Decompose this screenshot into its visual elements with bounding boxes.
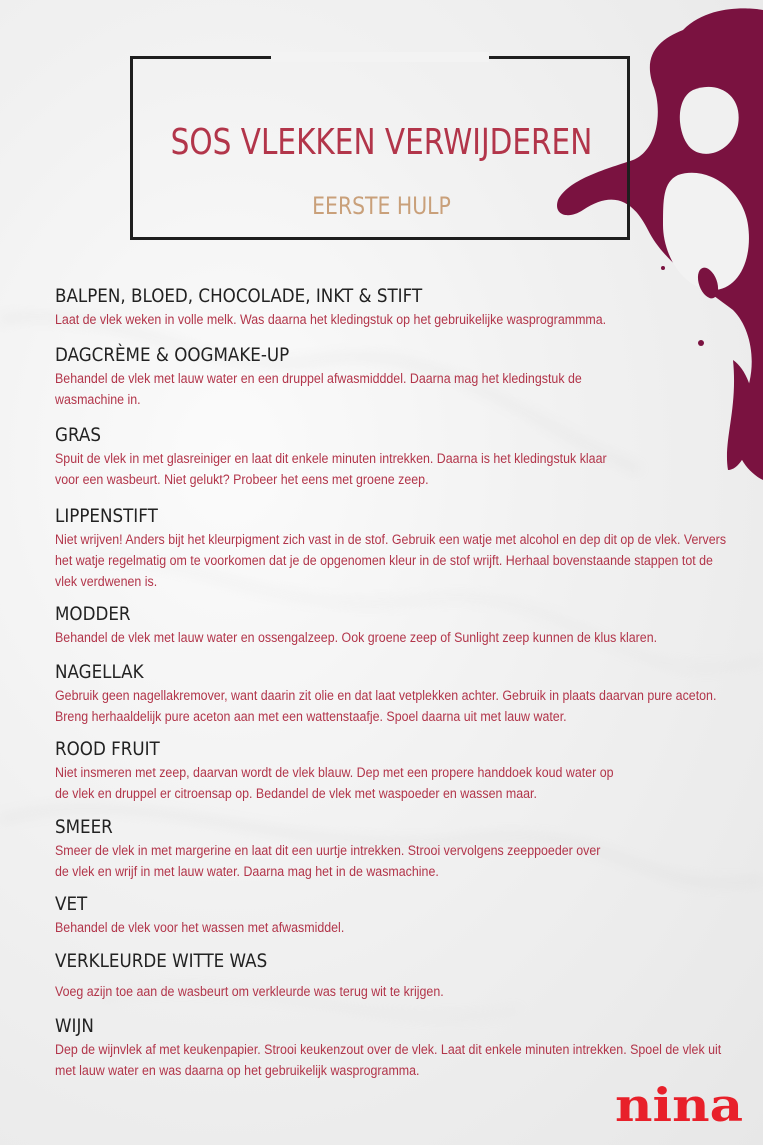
section-text: Gebruik geen nagellakremover, want daarin zit olie en dat laat vetplekken achter. Gebruik in plaats daarvan pure aceton. Breng herhaaldelijk pure aceton aan met een wattenstaafje. Spoel daarna uit met lauw water.	[55, 688, 717, 724]
section-modder	[55, 602, 735, 648]
section-text: Niet wrijven! Anders bijt het kleurpigment zich vast in de stof. Gebruik een watje met alcohol en dep dit op de vlek. Ververs het watje regelmatig om te voorkomen dat je de opgenomen kleur in de stof wrijft. Herhaal bovenstaande stappen tot de vlek verdwenen is.	[55, 532, 727, 589]
section-heading: SMEER	[55, 816, 113, 838]
section-text: Laat de vlek weken in volle melk. Was daarna het kledingstuk op het gebruikelijke wasprogrammma.	[55, 312, 607, 327]
section-text: Spuit de vlek in met glasreiniger en laat dit enkele minuten intrekken. Daarna is het kledingstuk klaar voor een wasbeurt. Niet gelukt? Probeer het eens met groene zeep.	[55, 451, 607, 487]
nina-logo	[615, 1081, 745, 1131]
section-heading: BALPEN, BLOED, CHOCOLADE, INKT & STIFT	[55, 285, 423, 307]
section-heading: ROOD FRUIT	[55, 738, 160, 760]
section-wijn	[55, 1014, 735, 1081]
section-heading: WIJN	[55, 1015, 94, 1037]
section-balpen	[55, 284, 735, 330]
section-rood-fruit	[55, 737, 735, 804]
section-vet	[55, 892, 735, 938]
section-heading: LIPPENSTIFT	[55, 505, 158, 527]
section-text: Dep de wijnvlek af met keukenpapier. Strooi keukenzout over de vlek. Laat dit enkele minuten intrekken. Spoel de vlek uit met lauw water en was daarna op het gebruikelijk wasprogramma.	[55, 1042, 722, 1078]
page-title: SOS VLEKKEN VERWIJDEREN	[170, 122, 593, 163]
section-heading: VET	[55, 893, 88, 915]
section-nagellak	[55, 660, 735, 727]
section-gras	[55, 423, 735, 490]
section-lippenstift	[55, 504, 735, 592]
section-text: Behandel de vlek met lauw water en een druppel afwasmidddel. Daarna mag het kledingstuk de wasmachine in.	[55, 371, 582, 407]
section-heading: DAGCRÈME & OOGMAKE-UP	[55, 344, 290, 366]
section-heading: MODDER	[55, 603, 131, 625]
section-text: Voeg azijn toe aan de wasbeurt om verkleurde was terug wit te krijgen.	[55, 984, 444, 999]
section-heading: NAGELLAK	[55, 661, 144, 683]
section-text: Smeer de vlek in met margerine en laat dit een uurtje intrekken. Strooi vervolgens zeeppoeder over de vlek en wrijf in met lauw water. Daarna mag het in de wasmachine.	[55, 843, 601, 879]
section-dagcreme	[55, 343, 735, 410]
title-frame-gap	[130, 52, 630, 62]
section-text: Behandel de vlek voor het wassen met afwasmiddel.	[55, 920, 345, 935]
section-text: Niet insmeren met zeep, daarvan wordt de vlek blauw. Dep met een propere handdoek koud water op de vlek en druppel er citroensap op. Bedandel de vlek met waspoeder en wassen maar.	[55, 765, 614, 801]
page-subtitle: EERSTE HULP	[312, 192, 451, 220]
section-heading: VERKLEURDE WITTE WAS	[55, 950, 268, 972]
section-text: Behandel de vlek met lauw water en ossengalzeep. Ook groene zeep of Sunlight zeep kunnen de klus klaren.	[55, 630, 658, 645]
section-heading: GRAS	[55, 424, 101, 446]
nina-logo-text: nina	[615, 1081, 743, 1131]
section-verkleurde-witte-was	[55, 949, 735, 1002]
section-smeer	[55, 815, 735, 882]
